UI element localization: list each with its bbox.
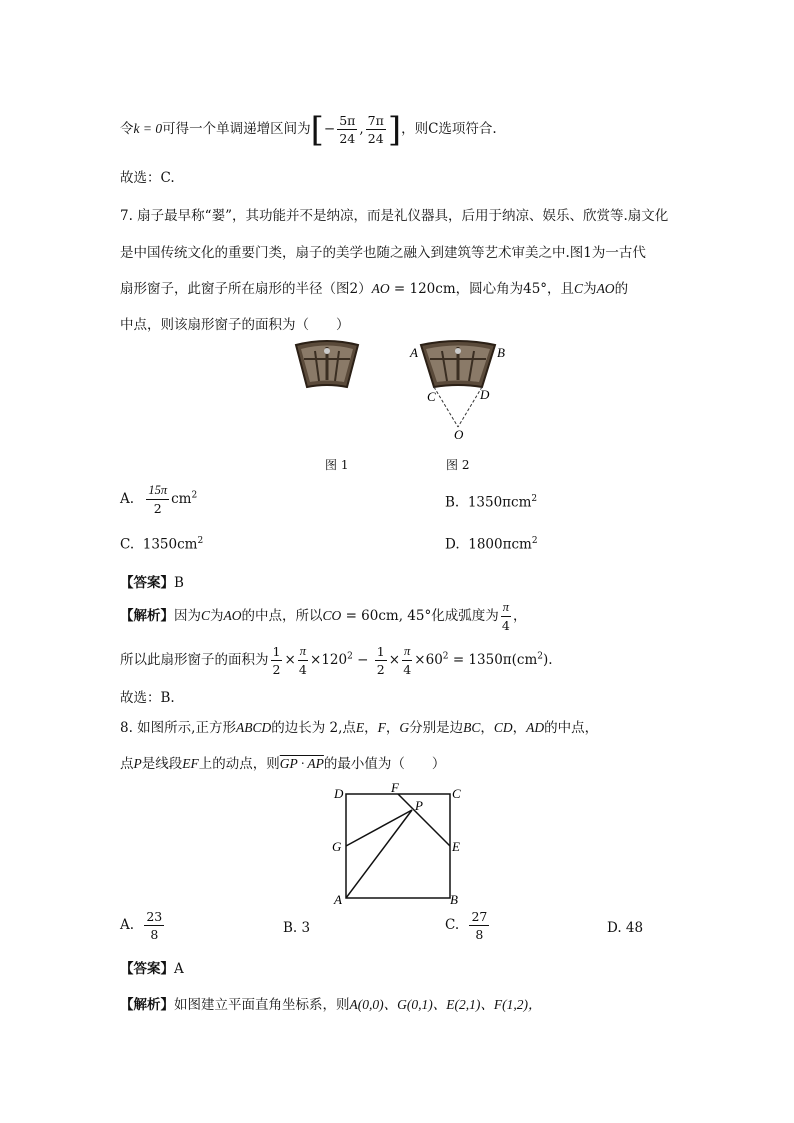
fig1-caption: 图 1 xyxy=(325,458,349,472)
right-bracket: ] xyxy=(387,109,402,150)
q7-line3: 扇形窗子，此窗子所在扇形的半径（图2）AO = 120cm，圆心角为45°，且C为AO的 xyxy=(120,281,629,297)
q6-interval-line: 令k = 0可得一个单调递增区间为[− $\frac{5\pi}{24}$ , $\frac{7\pi}{24}$ ]，则C选项符合. xyxy=(120,109,497,150)
q7-analysis-line1: 【解析】因为C为AO的中点，所以CO = 60cm, 45°化成弧度为 $\frac{\pi}{4}$ ， xyxy=(120,600,527,633)
label-B: B xyxy=(450,892,458,907)
q7-figures xyxy=(290,335,520,445)
q8-option-c[interactable]: C. $\frac{27}{8}$ xyxy=(445,909,488,942)
q7-answer: 【答案】B xyxy=(120,575,184,591)
q7-option-a[interactable]: A. $\frac{15\pi}{2}$ $cm^2$ xyxy=(120,483,198,516)
q6-conclusion: 故选：C. xyxy=(120,170,175,186)
label-P: P xyxy=(415,798,423,813)
q8-answer: 【答案】A xyxy=(120,961,184,977)
segment-EF xyxy=(398,794,450,846)
q7-option-b[interactable]: B. 1350πcm$^2$ xyxy=(445,494,538,511)
q7-option-c[interactable]: C. $1350cm^2$ xyxy=(120,536,204,553)
q8-square-diagram xyxy=(326,780,466,907)
text: ，则C选项符合. xyxy=(401,121,497,137)
fraction: $\frac{7\pi}{24}$ xyxy=(367,113,384,146)
q8-analysis: 【解析】如图建立平面直角坐标系，则A(0,0)、G(0,1)、E(2,1)、F(1,2)， xyxy=(120,997,542,1013)
label-E: E xyxy=(452,839,460,854)
q7-option-d[interactable]: D. 1800πcm$^2$ xyxy=(445,536,538,553)
q7-line2: 是中国传统文化的重要门类，扇子的美学也随之融入到建筑等艺术审美之中.图1为一古代 xyxy=(120,245,646,261)
q7-analysis-line2: 所以此扇形窗子的面积为 $\frac{1}{2}$ × $\frac{\pi}{4}$ $\times 120^2$ − $\frac{1}{2}$ × $\frac{\pi}{4}$ $\times 60^2 = 1350\pi(cm^2)$. xyxy=(120,644,553,677)
label-D: D xyxy=(334,786,344,801)
fraction: $\frac{5\pi}{24}$ xyxy=(339,113,356,146)
label-O: O xyxy=(454,427,464,442)
fan-window-photo-1 xyxy=(296,341,358,387)
q7-line4: 中点，则该扇形窗子的面积为（ ） xyxy=(120,317,350,333)
fan-window-diagram-2 xyxy=(421,341,495,427)
label-B: B xyxy=(497,345,505,360)
text: 可得一个单调递增区间为 xyxy=(162,121,311,137)
q8-line1: 8. 如图所示,正方形ABCD的边长为 2,点E，F，G分别是边BC，CD，AD的中点， xyxy=(120,720,599,736)
q7-line1: 7. 扇子最早称“翣”，其功能并不是纳凉，而是礼仪器具，后用于纳凉、娱乐、欣赏等.扇文化 xyxy=(120,208,669,224)
text: 令 xyxy=(120,121,134,137)
label-D: D xyxy=(480,387,490,402)
q7-conclusion: 故选：B. xyxy=(120,690,175,706)
q8-line2: 点P是线段EF上的动点，则GP · AP的最小值为（ ） xyxy=(120,756,446,772)
label-F: F xyxy=(391,780,399,795)
fig2-caption: 图 2 xyxy=(446,458,470,472)
segment-GP xyxy=(346,810,412,846)
label-C: C xyxy=(452,786,461,801)
q8-option-b[interactable]: B. 3 xyxy=(283,920,311,936)
q8-option-d[interactable]: D. 48 xyxy=(607,920,644,936)
label-G: G xyxy=(332,839,342,854)
label-C: C xyxy=(427,389,436,404)
q8-option-a[interactable]: A. $\frac{23}{8}$ xyxy=(120,909,163,942)
label-A: A xyxy=(410,345,418,360)
left-bracket: [ xyxy=(310,109,324,150)
segment-AP xyxy=(346,810,412,898)
math-k: k = 0 xyxy=(133,121,163,136)
label-A: A xyxy=(334,892,342,907)
